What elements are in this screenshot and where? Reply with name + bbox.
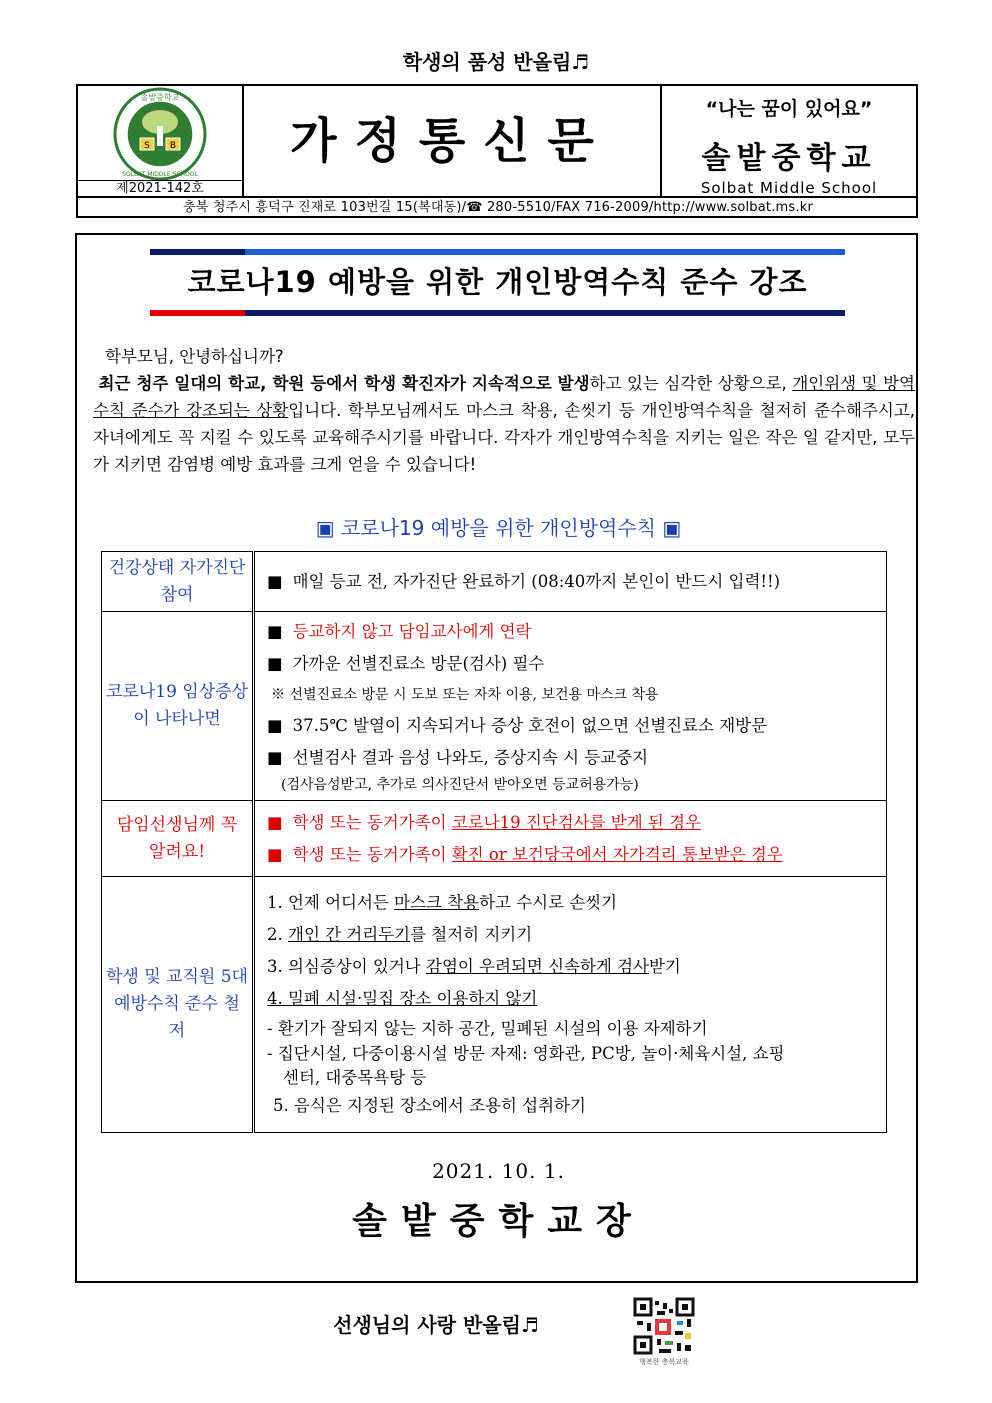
svg-text:SOLBAT MIDDLE SCHOOL: SOLBAT MIDDLE SCHOOL xyxy=(122,171,198,178)
symptom-item-1: 등교하지 않고 담임교사에게 연락 xyxy=(292,622,532,641)
main-notice xyxy=(75,233,918,1283)
newsletter-header xyxy=(76,84,918,218)
bullet-icon: ■ xyxy=(267,654,283,673)
svg-text:B: B xyxy=(169,141,177,151)
section-title: ▣ 코로나19 예방을 위한 개인방역수칙 ▣ xyxy=(315,516,682,540)
intro-part1: 하고 있는 심각한 상황으로, xyxy=(589,374,793,393)
qr-code xyxy=(633,1297,695,1367)
intro-underline: 개인위생 및 방역수칙 준수가 강조되는 상황 xyxy=(93,374,915,420)
bullet-icon: ■ xyxy=(267,812,283,832)
motto-bottom: 선생님의 사랑 반올림♬ xyxy=(333,1313,539,1337)
rules-table xyxy=(101,551,887,1133)
bullet-icon: ■ xyxy=(267,622,283,641)
table-row xyxy=(102,801,887,877)
headline: 코로나19 예방을 위한 개인방역수칙 준수 강조 xyxy=(187,265,808,299)
school-slogan: “나는 꿈이 있어요” xyxy=(705,98,873,120)
headline-bar-bottom xyxy=(150,310,845,316)
bullet-icon: ■ xyxy=(267,716,283,735)
greeting: 학부모님, 안녕하십니까? xyxy=(105,347,284,366)
row-label-selfcheck: 건강상태 자가진단 참여 xyxy=(102,552,254,612)
selfcheck-item: 매일 등교 전, 자가진단 완료하기 (08:40까지 본인이 반드시 입력!!) xyxy=(292,571,781,591)
school-name: 솔밭중학교 xyxy=(701,141,877,176)
table-row xyxy=(102,552,887,612)
qr-caption: 행복한 충북교육 xyxy=(639,1358,689,1366)
rule-2: 2. 개인 간 거리두기를 철저히 지키기 xyxy=(267,925,533,944)
bullet-icon: ■ xyxy=(267,571,283,591)
title-cell xyxy=(242,86,662,196)
newsletter-title: 가정통신문 xyxy=(290,113,612,169)
symptom-note-1: ※ 선별진료소 방문 시 도보 또는 자차 이용, 보건용 마스크 착용 xyxy=(271,687,659,703)
svg-text:솔밭중학교: 솔밭중학교 xyxy=(140,93,180,102)
table-row xyxy=(102,612,887,801)
rule-5: 5. 음식은 지정된 장소에서 조용히 섭취하기 xyxy=(273,1096,586,1115)
rule-3: 3. 의심증상이 있거나 감염이 우려되면 신속하게 검사받기 xyxy=(267,957,681,976)
row-label-symptoms: 코로나19 임상증상이 나타나면 xyxy=(102,612,254,801)
rule-4-sub-2b: 센터, 대중목욕탕 등 xyxy=(283,1068,427,1087)
intro-part2: 입니다. 학부모님께서도 마스크 착용, 손씻기 등 개인방역수칙을 철저히 준수해주시고, 자녀에게도 꼭 지킬 수 있도록 교육해주시기를 바랍니다. 각자가 개인방역수칙을 지키는 일은 작은 일 같지만, 모두가 지키면 감염병 예방 효과를 크게 얻을 수 있습니다! xyxy=(93,401,915,474)
bullet-icon: ■ xyxy=(267,748,283,767)
motto-top: 학생의 품성 반올림♬ xyxy=(402,50,590,74)
school-cell xyxy=(660,86,918,196)
intro-bold: 최근 청주 일대의 학교, 학원 등에서 학생 확진자가 지속적으로 발생 xyxy=(98,374,590,393)
bullet-icon: ■ xyxy=(267,844,283,864)
notify-item-2-a: 학생 또는 동거가족이 xyxy=(292,844,452,864)
issue-date: 2021. 10. 1. xyxy=(432,1159,565,1183)
row-label-five-rules: 학생 및 교직원 5대 예방수칙 준수 철저 xyxy=(102,877,254,1133)
qr-code-icon xyxy=(633,1297,695,1367)
symptom-item-3: 37.5℃ 발열이 지속되거나 증상 호전이 없으면 선별진료소 재방문 xyxy=(292,716,768,735)
school-logo xyxy=(78,86,242,182)
svg-text:S: S xyxy=(144,141,150,151)
school-name-en: Solbat Middle School xyxy=(700,179,878,197)
table-row xyxy=(102,877,887,1133)
notify-item-1-b: 코로나19 진단검사를 받게 된 경우 xyxy=(451,812,701,832)
intro-text xyxy=(93,343,915,478)
notify-item-1-a: 학생 또는 동거가족이 xyxy=(292,812,452,832)
symptom-note-2: (검사음성받고, 추가로 의사진단서 받아오면 등교허용가능) xyxy=(281,777,639,793)
symptom-item-4: 선별검사 결과 음성 나와도, 증상지속 시 등교중지 xyxy=(292,748,649,767)
rule-4: 4. 밀폐 시설·밀집 장소 이용하지 않기 xyxy=(267,989,538,1008)
row-label-notify: 담임선생님께 꼭 알려요! xyxy=(102,801,254,877)
rule-1: 1. 언제 어디서든 마스크 착용하고 수시로 손씻기 xyxy=(267,893,618,912)
rule-4-sub-1: - 환기가 잘되지 않는 지하 공간, 밀폐된 시설의 이용 자제하기 xyxy=(267,1019,708,1038)
symptom-item-2: 가까운 선별진료소 방문(검사) 필수 xyxy=(292,654,545,673)
principal-signature: 솔밭중학교장 xyxy=(352,1200,645,1242)
notify-item-2-b: 확진 or 보건당국에서 자가격리 통보받은 경우 xyxy=(451,844,783,864)
school-address: 충북 청주시 흥덕구 진재로 103번길 15(복대동)/☎ 280-5510/FAX 716-2009/http://www.solbat.ms.kr xyxy=(78,196,918,218)
rule-4-sub-2a: - 집단시설, 다중이용시설 방문 자제: 영화관, PC방, 놀이·체육시설, 쇼핑 xyxy=(267,1044,785,1063)
issue-number: 제2021-142호 xyxy=(78,180,244,197)
logo-cell xyxy=(78,86,244,182)
